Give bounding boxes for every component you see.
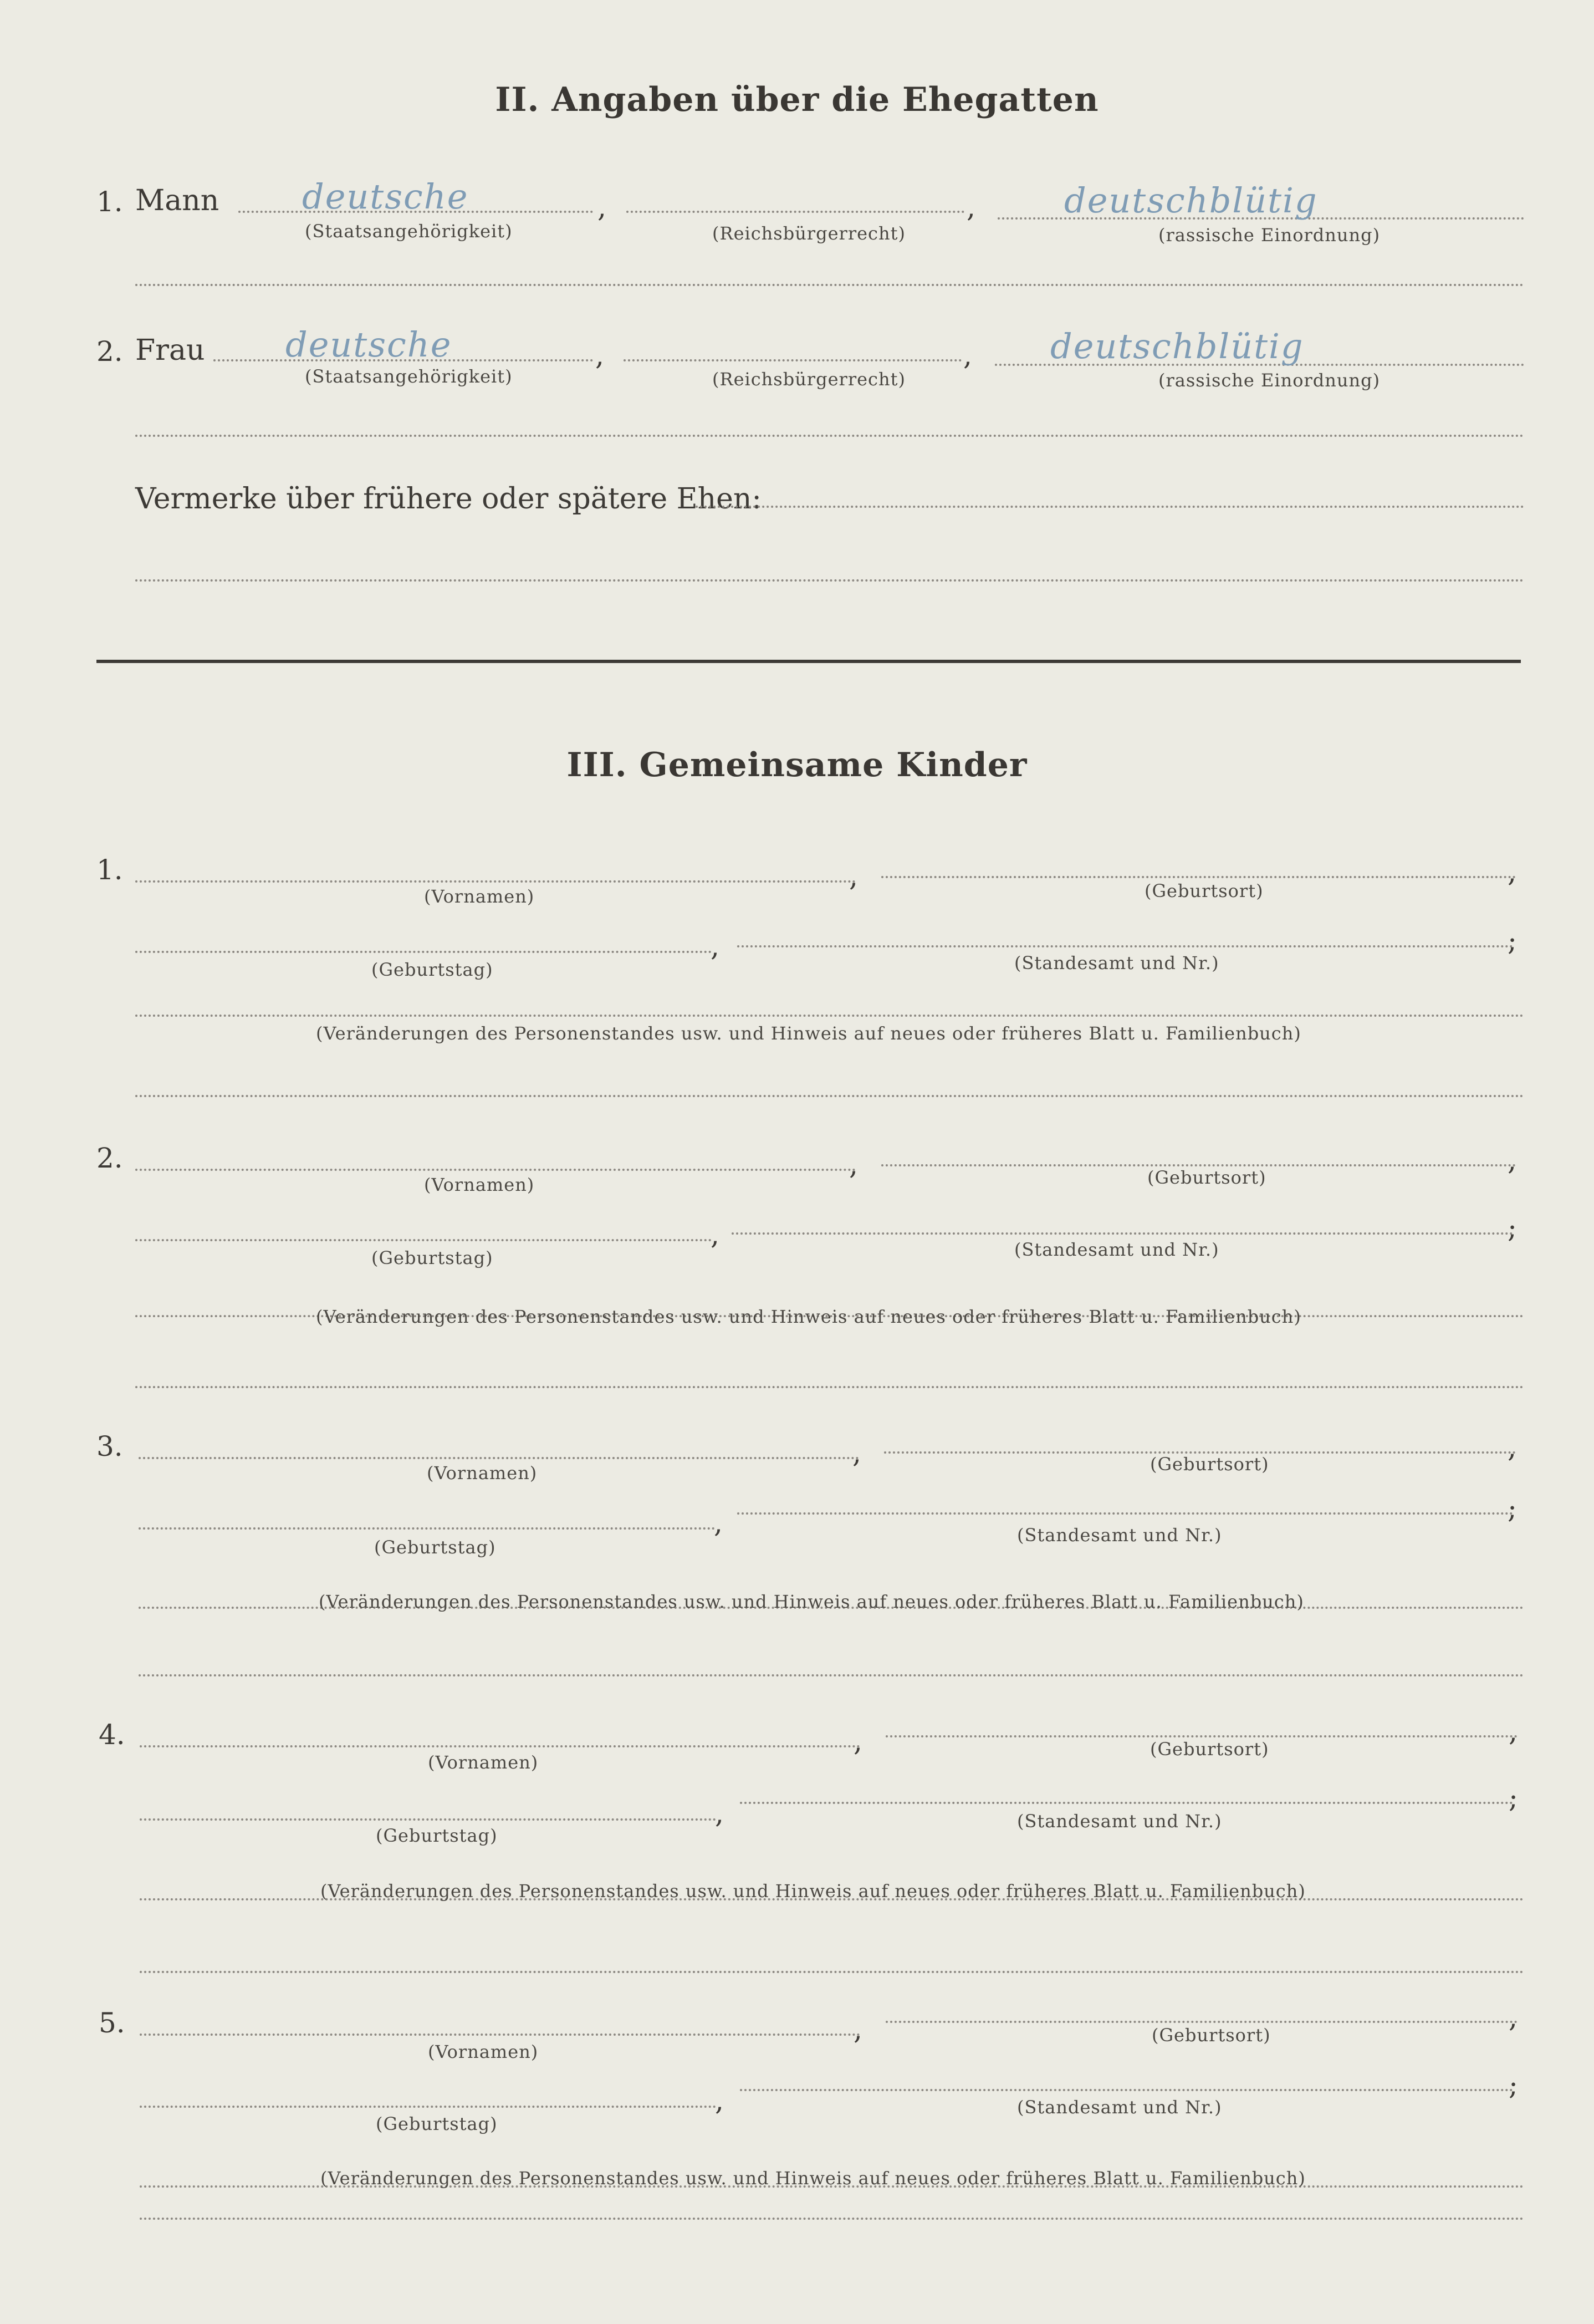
firstnames-line[interactable] [139,1457,859,1459]
firstnames-caption: (Vornamen) [424,886,535,907]
firstnames-line[interactable] [140,2034,860,2036]
firstnames-caption: (Vornamen) [424,1174,535,1195]
semicolon: ; [1508,1492,1517,1525]
birthday-line[interactable] [140,1818,716,1821]
section-iii-heading: III. Gemeinsame Kinder [566,746,1028,784]
semicolon: ; [1509,2069,1518,2101]
child-entry-1 [0,854,1594,1131]
child-number: 1. [96,854,123,886]
child-number: 3. [96,1430,123,1462]
birthday-caption: (Geburtstag) [374,1537,496,1558]
registry-line[interactable] [737,945,1513,947]
semicolon: ; [1509,1782,1518,1814]
changes-line[interactable] [135,1015,1524,1017]
comma: , [1509,1715,1518,1747]
changes-caption: (Veränderungen des Personenstandes usw. und Hinweis auf neues oder früheres Blatt u. Familienbuch) [320,2168,1306,2189]
extra-line[interactable] [139,1674,1524,1676]
man-label: Mann [135,184,219,217]
man-citizenship-caption: (Reichsbürgerrecht) [712,223,906,244]
man-citizenship-line[interactable] [626,211,964,213]
woman-label: Frau [135,334,205,367]
extra-line[interactable] [135,1095,1524,1097]
registry-line[interactable] [732,1232,1513,1235]
woman-citizenship-line[interactable] [624,359,962,361]
birthday-caption: (Geburtstag) [376,2113,498,2134]
section-ii-heading: II. Angaben über die Ehegatten [495,80,1099,119]
woman-nationality-caption: (Staatsangehörigkeit) [305,366,513,387]
changes-caption: (Veränderungen des Personenstandes usw. und Hinweis auf neues oder früheres Blatt u. Familienbuch) [320,1880,1306,1902]
comma: , [715,1797,724,1829]
comma: , [1508,1431,1516,1464]
woman-nationality-value[interactable]: deutsche [285,324,452,365]
comma: , [854,1725,862,1757]
registry-caption: (Standesamt und Nr.) [1017,1525,1222,1546]
comma: , [715,2085,724,2117]
extra-line[interactable] [140,2218,1524,2220]
birthday-caption: (Geburtstag) [371,959,493,980]
comma: , [1509,2001,1518,2034]
comma: , [852,1437,861,1469]
registry-line[interactable] [737,1512,1513,1515]
comma: , [714,1507,723,1539]
woman-race-caption: (rassische Einordnung) [1158,370,1381,391]
comma: , [597,191,606,223]
comma: , [849,1149,858,1181]
woman-number: 2. [96,335,123,368]
firstnames-line[interactable] [135,880,856,883]
registry-caption: (Standesamt und Nr.) [1014,952,1219,974]
child-entry-4 [0,1715,1594,1996]
birthday-line[interactable] [135,951,712,953]
man-nationality-value[interactable]: deutsche [302,176,469,217]
man-number: 1. [96,186,123,218]
child-number: 4. [99,1719,125,1751]
child-entry-2 [0,1142,1594,1419]
comma: , [1508,856,1516,888]
birthplace-line[interactable] [881,876,1516,878]
woman-extra-line[interactable] [135,435,1524,437]
changes-caption: (Veränderungen des Personenstandes usw. und Hinweis auf neues oder früheres Blatt u. Familienbuch) [319,1591,1304,1612]
comma: , [711,930,719,962]
comma: , [1508,1144,1516,1176]
child-number: 2. [96,1142,123,1174]
woman-citizenship-caption: (Reichsbürgerrecht) [712,369,906,390]
notes-line-1[interactable] [696,506,1524,508]
semicolon: ; [1508,925,1517,957]
birthplace-caption: (Geburtsort) [1147,1167,1266,1188]
child-entry-5 [0,2001,1594,2284]
section-divider [96,660,1521,663]
registry-line[interactable] [740,2089,1513,2091]
registry-caption: (Standesamt und Nr.) [1017,1811,1222,1832]
birthday-line[interactable] [139,1527,715,1530]
man-race-caption: (rassische Einordnung) [1158,225,1381,246]
birthday-line[interactable] [140,2106,716,2108]
comma: , [854,2014,862,2046]
comma: , [849,860,858,893]
birthplace-line[interactable] [886,2021,1518,2023]
changes-caption: (Veränderungen des Personenstandes usw. und Hinweis auf neues oder früheres Blatt u. Familienbuch) [316,1306,1301,1327]
registry-caption: (Standesamt und Nr.) [1014,1239,1219,1260]
child-number: 5. [99,2007,125,2039]
birthplace-line[interactable] [881,1164,1516,1166]
semicolon: ; [1508,1212,1517,1244]
changes-caption: (Veränderungen des Personenstandes usw. und Hinweis auf neues oder früheres Blatt u. Familienbuch) [316,1023,1301,1044]
extra-line[interactable] [135,1386,1524,1388]
birthday-line[interactable] [135,1239,712,1241]
firstnames-line[interactable] [140,1745,860,1747]
extra-line[interactable] [140,1971,1524,1973]
man-extra-line[interactable] [135,284,1524,286]
comma: , [711,1219,719,1251]
firstnames-caption: (Vornamen) [428,1752,539,1773]
man-race-value[interactable]: deutschblütig [1064,180,1318,221]
registry-caption: (Standesamt und Nr.) [1017,2097,1222,2118]
birthplace-caption: (Geburtsort) [1150,1739,1269,1760]
registry-line[interactable] [740,1802,1513,1804]
firstnames-caption: (Vornamen) [428,2041,539,2062]
comma: , [595,339,604,371]
birthplace-caption: (Geburtsort) [1145,880,1264,901]
notes-line-2[interactable] [135,579,1524,582]
firstnames-caption: (Vornamen) [427,1462,538,1484]
birthday-caption: (Geburtstag) [376,1825,498,1846]
comma: , [967,191,975,223]
birthday-caption: (Geburtstag) [371,1247,493,1268]
birthplace-line[interactable] [886,1735,1518,1737]
firstnames-line[interactable] [135,1169,856,1171]
woman-race-value[interactable]: deutschblütig [1050,326,1304,366]
man-nationality-caption: (Staatsangehörigkeit) [305,221,513,242]
notes-label: Vermerke über frühere oder spätere Ehen: [135,482,762,516]
child-entry-3 [0,1430,1594,1708]
comma: , [963,339,972,371]
birthplace-caption: (Geburtsort) [1150,1454,1269,1475]
birthplace-caption: (Geburtsort) [1152,2025,1271,2046]
